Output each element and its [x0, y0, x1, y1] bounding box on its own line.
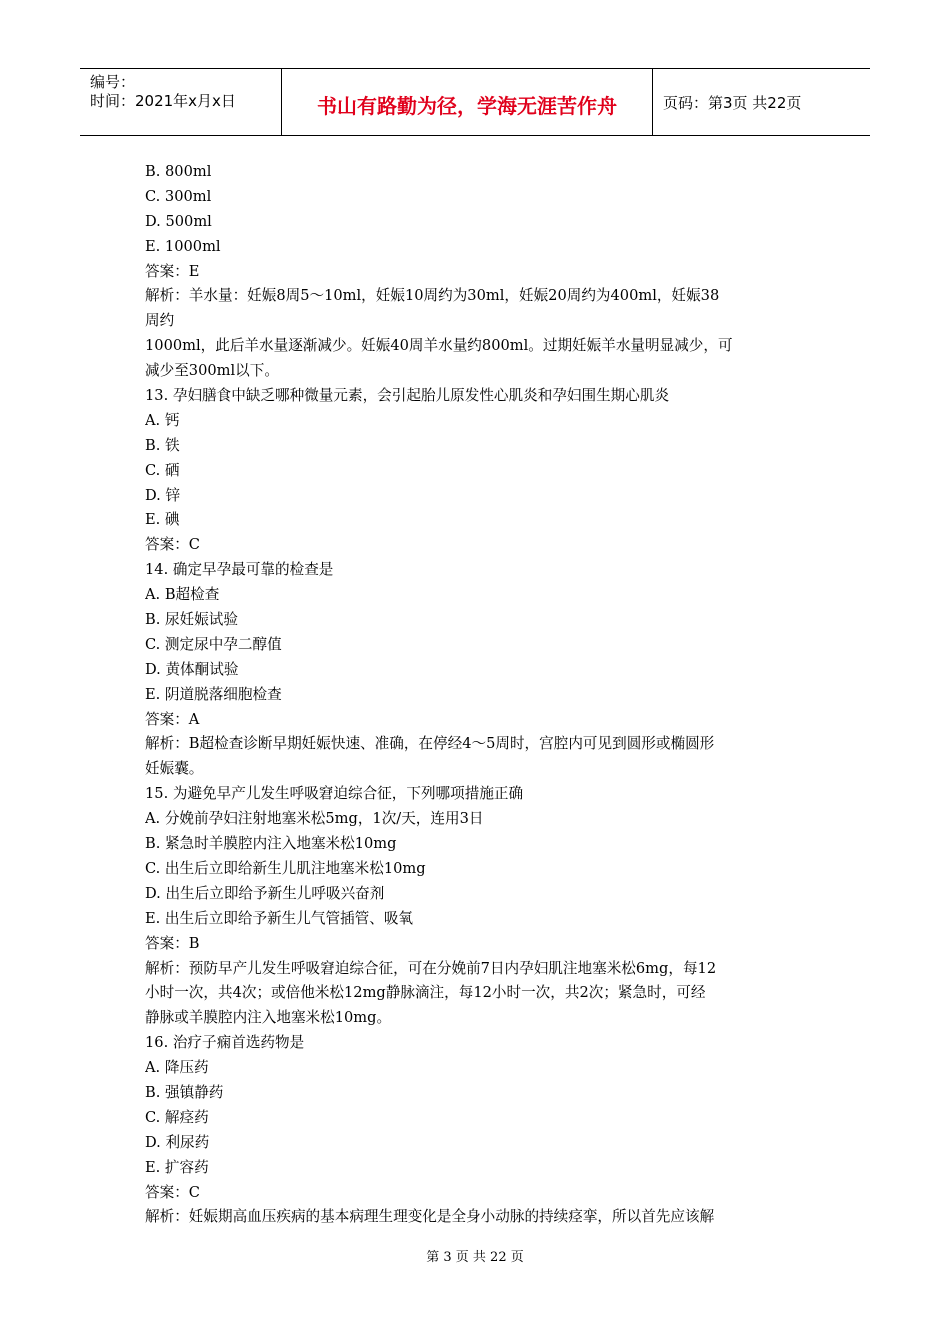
text-line: 答案：C — [145, 1183, 200, 1201]
text-line: A. 钙 — [145, 411, 180, 429]
text-line: 14. 确定早孕最可靠的检查是 — [145, 561, 334, 579]
text-line: D. 500ml — [145, 212, 212, 230]
header-time: 时间：2021年x月x日 — [90, 92, 236, 110]
header-number: 编号： — [90, 73, 136, 91]
text-line: E. 阴道脱落细胞检查 — [145, 685, 282, 703]
text-line: 周约 — [145, 312, 175, 330]
text-line: 答案：A — [145, 710, 200, 728]
header-meta — [80, 69, 282, 135]
header-motto: 书山有路勤为径，学海无涯苦作舟 — [282, 69, 653, 135]
text-line: C. 出生后立即给新生儿肌注地塞米松10mg — [145, 859, 426, 877]
text-line: A. B超检查 — [145, 586, 220, 604]
text-line: 解析：羊水量：妊娠8周5～10ml，妊娠10周约为30ml，妊娠20周约为400ml，妊娠38 — [145, 287, 720, 305]
text-line: C. 解痉药 — [145, 1108, 209, 1126]
text-line: 答案：B — [145, 934, 200, 952]
text-line: D. 黄体酮试验 — [145, 660, 239, 678]
text-line: 静脉或羊膜腔内注入地塞米松10mg。 — [145, 1009, 392, 1027]
text-line: B. 强镇静药 — [145, 1083, 224, 1101]
text-line: 妊娠囊。 — [145, 760, 204, 778]
text-line: A. 分娩前孕妇注射地塞米松5mg，1次/天，连用3日 — [145, 810, 484, 828]
text-line: C. 测定尿中孕二醇值 — [145, 635, 282, 653]
text-line: B. 铁 — [145, 436, 180, 454]
text-line: D. 出生后立即给予新生儿呼吸兴奋剂 — [145, 884, 385, 902]
text-line: 答案：E — [145, 262, 200, 280]
page-footer: 第 3 页 共 22 页 — [426, 1250, 524, 1265]
text-line: E. 1000ml — [145, 237, 221, 255]
text-line: E. 碘 — [145, 511, 180, 529]
text-line: 16. 治疗子痫首选药物是 — [145, 1034, 305, 1052]
text-line: B. 紧急时羊膜腔内注入地塞米松10mg — [145, 835, 397, 853]
text-line: B. 800ml — [145, 163, 212, 180]
page-header — [80, 68, 870, 136]
text-line: 13. 孕妇膳食中缺乏哪种微量元素，会引起胎儿原发性心肌炎和孕妇围生期心肌炎 — [145, 387, 670, 405]
text-line: C. 300ml — [145, 187, 212, 205]
text-line: 解析：B超检查诊断早期妊娠快速、准确，在停经4～5周时，宫腔内可见到圆形或椭圆形 — [145, 735, 715, 753]
text-line: 1000ml，此后羊水量逐渐减少。妊娠40周羊水量约800ml。过期妊娠羊水量明显减少，可 — [145, 337, 733, 355]
text-line: D. 锌 — [145, 486, 181, 504]
text-line: B. 尿妊娠试验 — [145, 611, 238, 629]
text-line: 15. 为避免早产儿发生呼吸窘迫综合征，下列哪项措施正确 — [145, 785, 524, 803]
text-line: 解析：妊娠期高血压疾病的基本病理生理变化是全身小动脉的持续痉挛，所以首先应该解 — [145, 1208, 715, 1226]
text-line: 解析：预防早产儿发生呼吸窘迫综合征，可在分娩前7日内孕妇肌注地塞米松6mg，每12 — [145, 959, 717, 977]
text-line: 答案：C — [145, 536, 200, 554]
header-page-info: 页码：第3页 共22页 — [663, 93, 802, 112]
text-line: A. 降压药 — [145, 1059, 209, 1077]
text-line: D. 利尿药 — [145, 1133, 210, 1151]
document-body — [145, 160, 810, 1230]
text-line: C. 硒 — [145, 461, 180, 479]
text-line: E. 出生后立即给予新生儿气管插管、吸氧 — [145, 909, 414, 927]
text-line: 减少至300ml以下。 — [145, 362, 279, 380]
text-line: E. 扩容药 — [145, 1158, 209, 1176]
text-line: 小时一次，共4次；或倍他米松12mg静脉滴注，每12小时一次，共2次；紧急时，可经 — [145, 984, 706, 1002]
